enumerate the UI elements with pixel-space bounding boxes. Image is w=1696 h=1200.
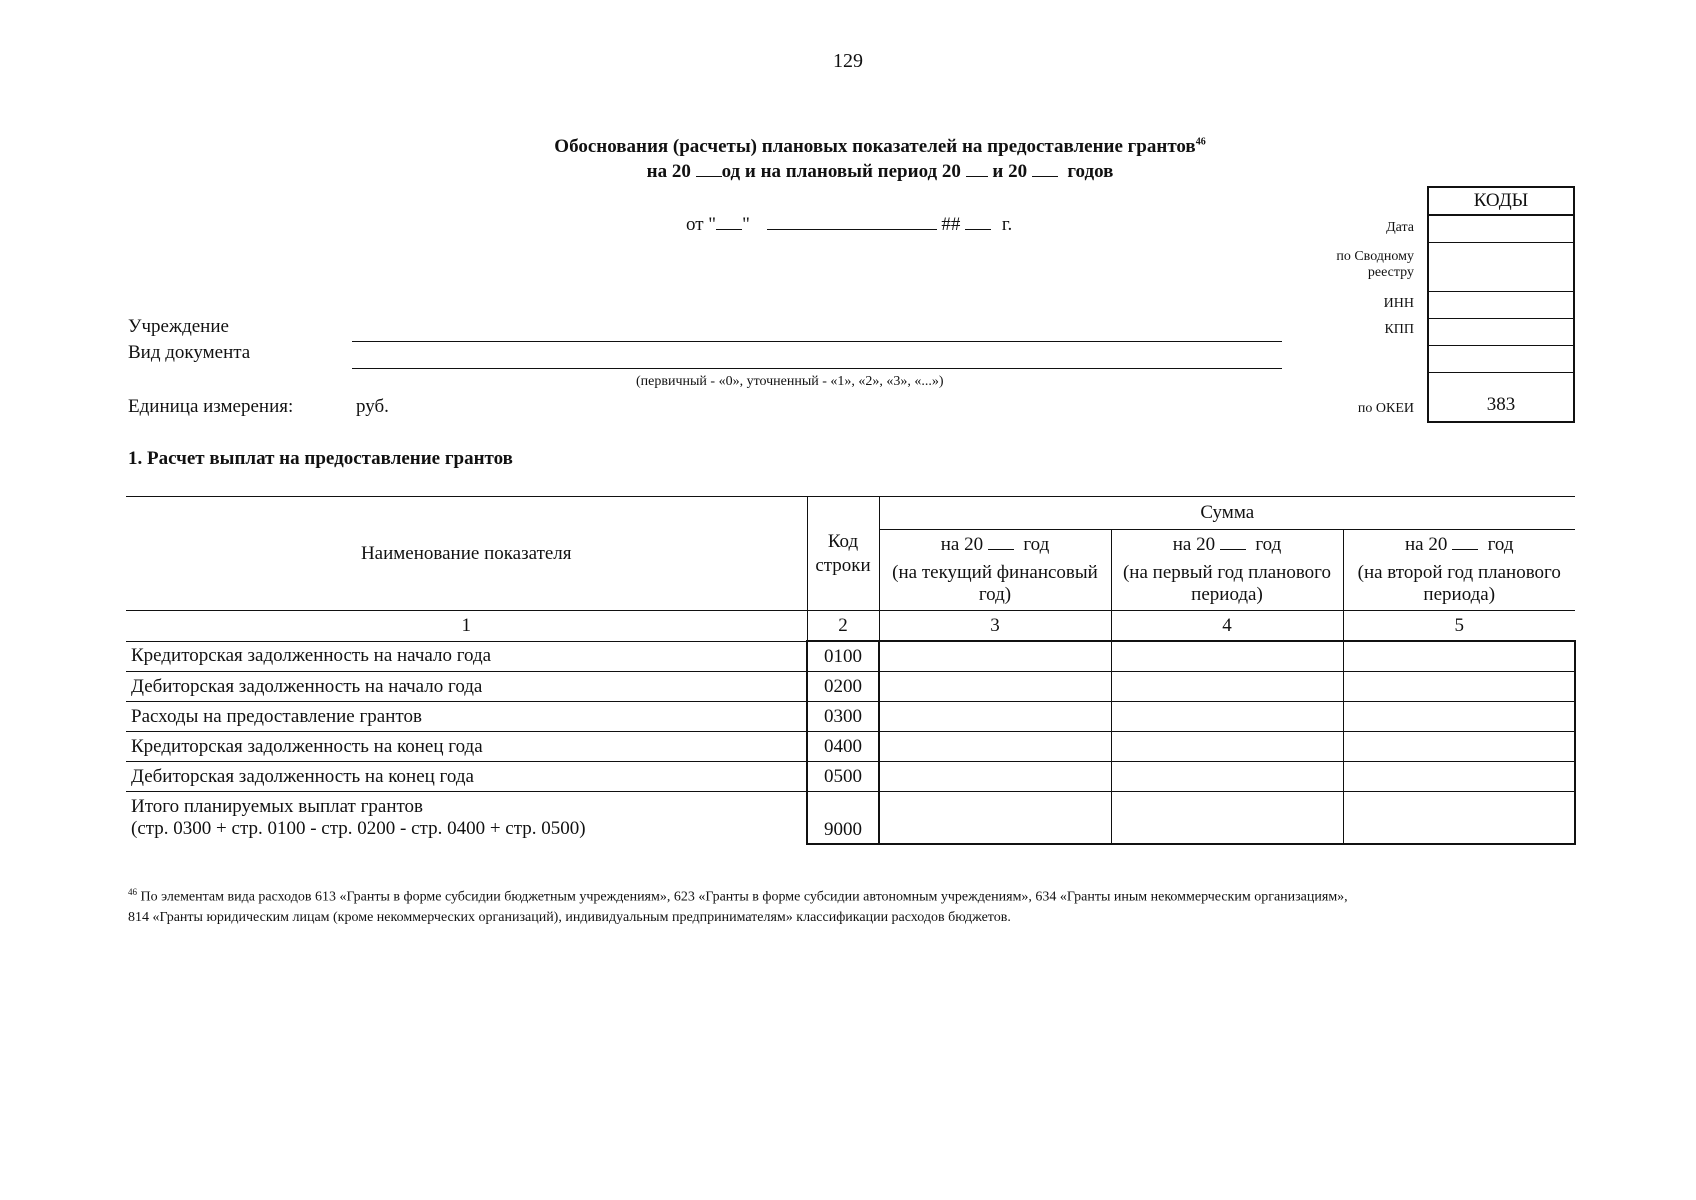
col-number-4: 4 bbox=[1111, 611, 1343, 642]
date-hash: ## bbox=[941, 214, 961, 235]
unit-value: руб. bbox=[356, 396, 389, 417]
amount-cell[interactable] bbox=[1343, 672, 1575, 702]
year-prefix: на 20 bbox=[1172, 534, 1216, 555]
code-kpp-cell[interactable] bbox=[1429, 319, 1573, 346]
year-prefix: на 20 bbox=[940, 534, 984, 555]
amount-cell[interactable] bbox=[1111, 732, 1343, 762]
amount-cell[interactable] bbox=[1343, 792, 1575, 845]
amount-cell[interactable] bbox=[1111, 792, 1343, 845]
table-row bbox=[126, 732, 1575, 762]
header-col4-note: (на первый год планового периода) bbox=[1122, 562, 1332, 605]
amount-cell[interactable] bbox=[1343, 732, 1575, 762]
day-blank[interactable] bbox=[716, 215, 742, 230]
total-name-line1: Итого планируемых выплат грантов bbox=[131, 796, 424, 817]
table-row bbox=[126, 762, 1575, 792]
header-col3-note: (на текущий финансовый год) bbox=[892, 562, 1098, 605]
document-period bbox=[380, 161, 1380, 183]
section-title: 1. Расчет выплат на предоставление грантов bbox=[128, 448, 513, 469]
row-code: 0500 bbox=[807, 762, 879, 792]
code-date-cell[interactable] bbox=[1429, 216, 1573, 243]
institution-label: Учреждение bbox=[128, 316, 229, 337]
date-prefix: от " bbox=[686, 214, 717, 235]
row-name: Дебиторская задолженность на конец года bbox=[126, 762, 807, 792]
footnote-line2: 814 «Гранты юридическим лицам (кроме некоммерческих организаций), индивидуальным предпринимателям» классификации расходов бюджетов. bbox=[128, 909, 1011, 925]
amount-cell[interactable] bbox=[1111, 641, 1343, 672]
codes-box bbox=[1427, 186, 1575, 423]
code-registry-cell[interactable] bbox=[1429, 243, 1573, 292]
label-registry: по Сводному реестру bbox=[1336, 249, 1414, 280]
grants-table bbox=[126, 496, 1576, 845]
table-row bbox=[126, 672, 1575, 702]
header-col4 bbox=[1111, 530, 1343, 611]
year-suffix: год bbox=[1023, 534, 1050, 555]
amount-cell[interactable] bbox=[879, 672, 1111, 702]
amount-cell[interactable] bbox=[1111, 702, 1343, 732]
date-suffix: г. bbox=[1001, 214, 1013, 235]
code-okei-cell: 383 bbox=[1486, 394, 1516, 415]
label-inn: ИНН bbox=[1383, 296, 1414, 311]
row-code: 0200 bbox=[807, 672, 879, 702]
col-number-2: 2 bbox=[807, 611, 879, 642]
year-prefix: на 20 bbox=[1404, 534, 1448, 555]
header-col3-year bbox=[880, 534, 1111, 556]
header-col5-year bbox=[1344, 534, 1576, 556]
row-code: 0300 bbox=[807, 702, 879, 732]
total-name-line2: (стр. 0300 + стр. 0100 - стр. 0200 - стр. 0400 + стр. 0500) bbox=[131, 818, 586, 839]
row-name: Расходы на предоставление грантов bbox=[126, 702, 807, 732]
period-and: и 20 bbox=[992, 161, 1028, 182]
title-line1: Обоснования (расчеты) плановых показателей на предоставление грантов bbox=[554, 136, 1196, 157]
month-blank[interactable] bbox=[767, 215, 937, 230]
amount-cell[interactable] bbox=[879, 762, 1111, 792]
unit-label: Единица измерения: bbox=[128, 396, 294, 417]
table-row bbox=[126, 641, 1575, 672]
date-year-blank[interactable] bbox=[965, 215, 991, 230]
amount-cell[interactable] bbox=[1343, 702, 1575, 732]
row-name: Кредиторская задолженность на конец года bbox=[126, 732, 807, 762]
footnote-text1: По элементам вида расходов 613 «Гранты в форме субсидии бюджетным учреждениям», 623 «Гранты в форме субсидии автономным учреждениям», 634 «Гранты иным некоммерческим организациям», bbox=[140, 889, 1348, 905]
year-blank[interactable] bbox=[1220, 535, 1246, 550]
doc-type-hint: (первичный - «0», уточненный - «1», «2», «3», «...») bbox=[636, 374, 944, 389]
year-blank[interactable] bbox=[1032, 162, 1058, 177]
period-prefix: на 20 bbox=[646, 161, 691, 182]
code-doctype-cell[interactable] bbox=[1429, 346, 1573, 373]
header-col5 bbox=[1343, 530, 1575, 611]
amount-cell[interactable] bbox=[1111, 672, 1343, 702]
header-col3 bbox=[879, 530, 1111, 611]
year-blank[interactable] bbox=[696, 162, 722, 177]
row-name: Кредиторская задолженность на начало года bbox=[126, 641, 807, 672]
label-okei: по ОКЕИ bbox=[1357, 401, 1414, 416]
year-blank[interactable] bbox=[988, 535, 1014, 550]
amount-cell[interactable] bbox=[879, 641, 1111, 672]
footnote-mark: 46 bbox=[128, 887, 137, 897]
row-code: 0400 bbox=[807, 732, 879, 762]
label-date: Дата bbox=[1386, 220, 1414, 235]
amount-cell[interactable] bbox=[879, 792, 1111, 845]
footnote bbox=[128, 882, 1578, 928]
period-suffix: годов bbox=[1067, 161, 1114, 182]
table-row bbox=[126, 702, 1575, 732]
doc-type-label: Вид документа bbox=[128, 342, 251, 363]
row-name: Дебиторская задолженность на начало года bbox=[126, 672, 807, 702]
header-sum: Сумма bbox=[879, 497, 1575, 530]
row-code: 0100 bbox=[807, 641, 879, 672]
header-code bbox=[807, 497, 879, 611]
year-suffix: год bbox=[1487, 534, 1514, 555]
amount-cell[interactable] bbox=[1343, 762, 1575, 792]
col-number-1: 1 bbox=[126, 611, 807, 642]
amount-cell[interactable] bbox=[1111, 762, 1343, 792]
institution-line[interactable] bbox=[352, 341, 1282, 342]
date-line bbox=[686, 214, 1012, 236]
col-number-3: 3 bbox=[879, 611, 1111, 642]
page-number: 129 bbox=[833, 50, 863, 72]
header-col5-note: (на второй год планового периода) bbox=[1357, 562, 1561, 605]
date-quote: " bbox=[742, 214, 750, 235]
amount-cell[interactable] bbox=[879, 732, 1111, 762]
footnote-line1 bbox=[128, 882, 1578, 908]
document-title bbox=[380, 136, 1380, 158]
codes-header: КОДЫ bbox=[1429, 188, 1573, 216]
year-blank[interactable] bbox=[966, 162, 988, 177]
label-kpp: КПП bbox=[1384, 322, 1414, 337]
header-code-text: Код строки bbox=[815, 530, 871, 576]
year-suffix: год bbox=[1255, 534, 1282, 555]
total-row-name bbox=[126, 792, 807, 845]
code-inn-cell[interactable] bbox=[1429, 292, 1573, 319]
col-number-5: 5 bbox=[1343, 611, 1575, 642]
header-name: Наименование показателя bbox=[126, 497, 807, 611]
amount-cell[interactable] bbox=[1343, 641, 1575, 672]
table-row-total bbox=[126, 792, 1575, 845]
title-footnote-mark: 46 bbox=[1195, 136, 1206, 148]
header-col4-year bbox=[1112, 534, 1343, 556]
year-blank[interactable] bbox=[1452, 535, 1478, 550]
doc-type-line[interactable] bbox=[352, 368, 1282, 369]
total-row-code: 9000 bbox=[807, 792, 879, 845]
amount-cell[interactable] bbox=[879, 702, 1111, 732]
period-mid: од и на плановый период 20 bbox=[721, 161, 961, 182]
